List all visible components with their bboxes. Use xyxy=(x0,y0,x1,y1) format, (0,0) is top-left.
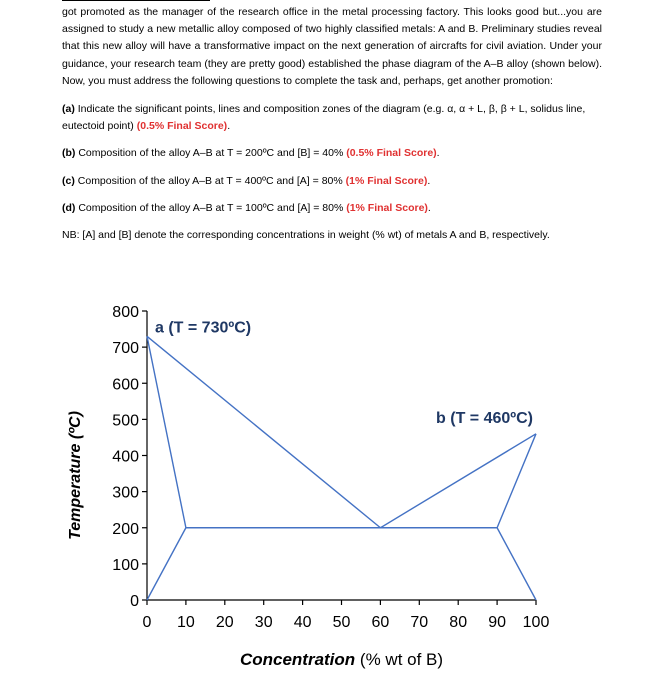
liquidus-right-line xyxy=(380,434,536,528)
question-text: Composition of the alloy A–B at T = 400ºC and [A] = 80% xyxy=(77,174,343,187)
y-tick-label: 400 xyxy=(112,448,139,466)
x-tick-label: 80 xyxy=(449,614,468,631)
y-tick-label: 500 xyxy=(112,412,139,430)
question-label: (b) xyxy=(62,147,76,160)
annotation-group xyxy=(155,319,533,427)
liquidus-left-line xyxy=(147,336,380,527)
score-badge: (0.5% Final Score) xyxy=(346,147,437,160)
question-label: (d) xyxy=(62,201,76,214)
point-a-label: a (T = 730ºC) xyxy=(155,319,252,337)
score-badge: (0.5% Final Score) xyxy=(136,120,228,133)
x-tick-label: 90 xyxy=(488,614,506,631)
question-text: Indicate the significant points, lines and composition zones of the diagram (e.g. α, α + L, β, β + L, solidus line, eutectoid point) xyxy=(62,103,586,133)
x-tick-label: 0 xyxy=(142,614,152,631)
score-badge: (1% Final Score) xyxy=(345,174,428,187)
x-tick-label: 100 xyxy=(522,614,550,631)
solvus-left-line xyxy=(147,528,186,600)
x-tick-label: 60 xyxy=(371,614,390,631)
solvus-right-line xyxy=(497,528,536,600)
x-tick-label: 10 xyxy=(177,614,195,631)
score-badge: (1% Final Score) xyxy=(346,201,428,214)
note: NB: [A] and [B] denote the corresponding concentrations in weight (% wt) of metals A and B, respectively. xyxy=(62,229,550,242)
question-suffix: . xyxy=(427,174,431,187)
question-text: Composition of the alloy A–B at T = 100ºC and [A] = 80% xyxy=(78,201,344,214)
series-group xyxy=(147,336,536,600)
y-tick-label: 0 xyxy=(130,593,139,610)
y-tick-label: 100 xyxy=(112,556,139,574)
y-tick-label: 600 xyxy=(112,376,139,394)
y-tick-label: 700 xyxy=(112,340,139,358)
question-label: (a) xyxy=(62,103,75,116)
x-tick-label: 40 xyxy=(293,614,312,631)
y-tick-label: 200 xyxy=(112,520,139,538)
x-axis-label xyxy=(240,650,443,669)
x-tick-label: 30 xyxy=(254,614,273,631)
point-b-label: b (T = 460ºC) xyxy=(436,409,533,427)
x-axis-label-rest: (% wt of B) xyxy=(355,650,444,669)
solidus-left-line xyxy=(147,336,186,527)
intro-paragraph: got promoted as the manager of the research office in the metal processing factory. This looks good but...you are assigned to study a new metallic alloy composed of two highly classified metals: A and B. Preliminary studies reveal that this new alloy will have a transformative impact on the next generation of aircrafts for civil aviation. Under your guidance, your research team (they are pretty good) established the phase diagram of the A–B alloy (shown below). Now, you must address the following questions to complete the task and, perhaps, get another promotion: xyxy=(62,6,602,87)
x-axis-label-bold: Concentration xyxy=(239,650,356,669)
solidus-right-line xyxy=(497,434,536,528)
question-suffix: . xyxy=(427,201,431,214)
x-tick-label: 70 xyxy=(410,614,429,631)
x-tick-label: 50 xyxy=(332,614,351,631)
question-label: (c) xyxy=(62,174,75,187)
y-tick-label: 300 xyxy=(112,484,139,502)
tick-group xyxy=(112,304,549,631)
x-tick-label: 20 xyxy=(215,614,234,631)
y-axis-label: Temperature (ºC) xyxy=(67,411,84,540)
question-suffix: . xyxy=(227,120,231,133)
question-text: Composition of the alloy A–B at T = 200ºC and [B] = 40% xyxy=(78,147,344,160)
question-suffix: . xyxy=(436,147,440,160)
chart-axes xyxy=(147,311,536,600)
y-tick-label: 800 xyxy=(112,304,139,321)
